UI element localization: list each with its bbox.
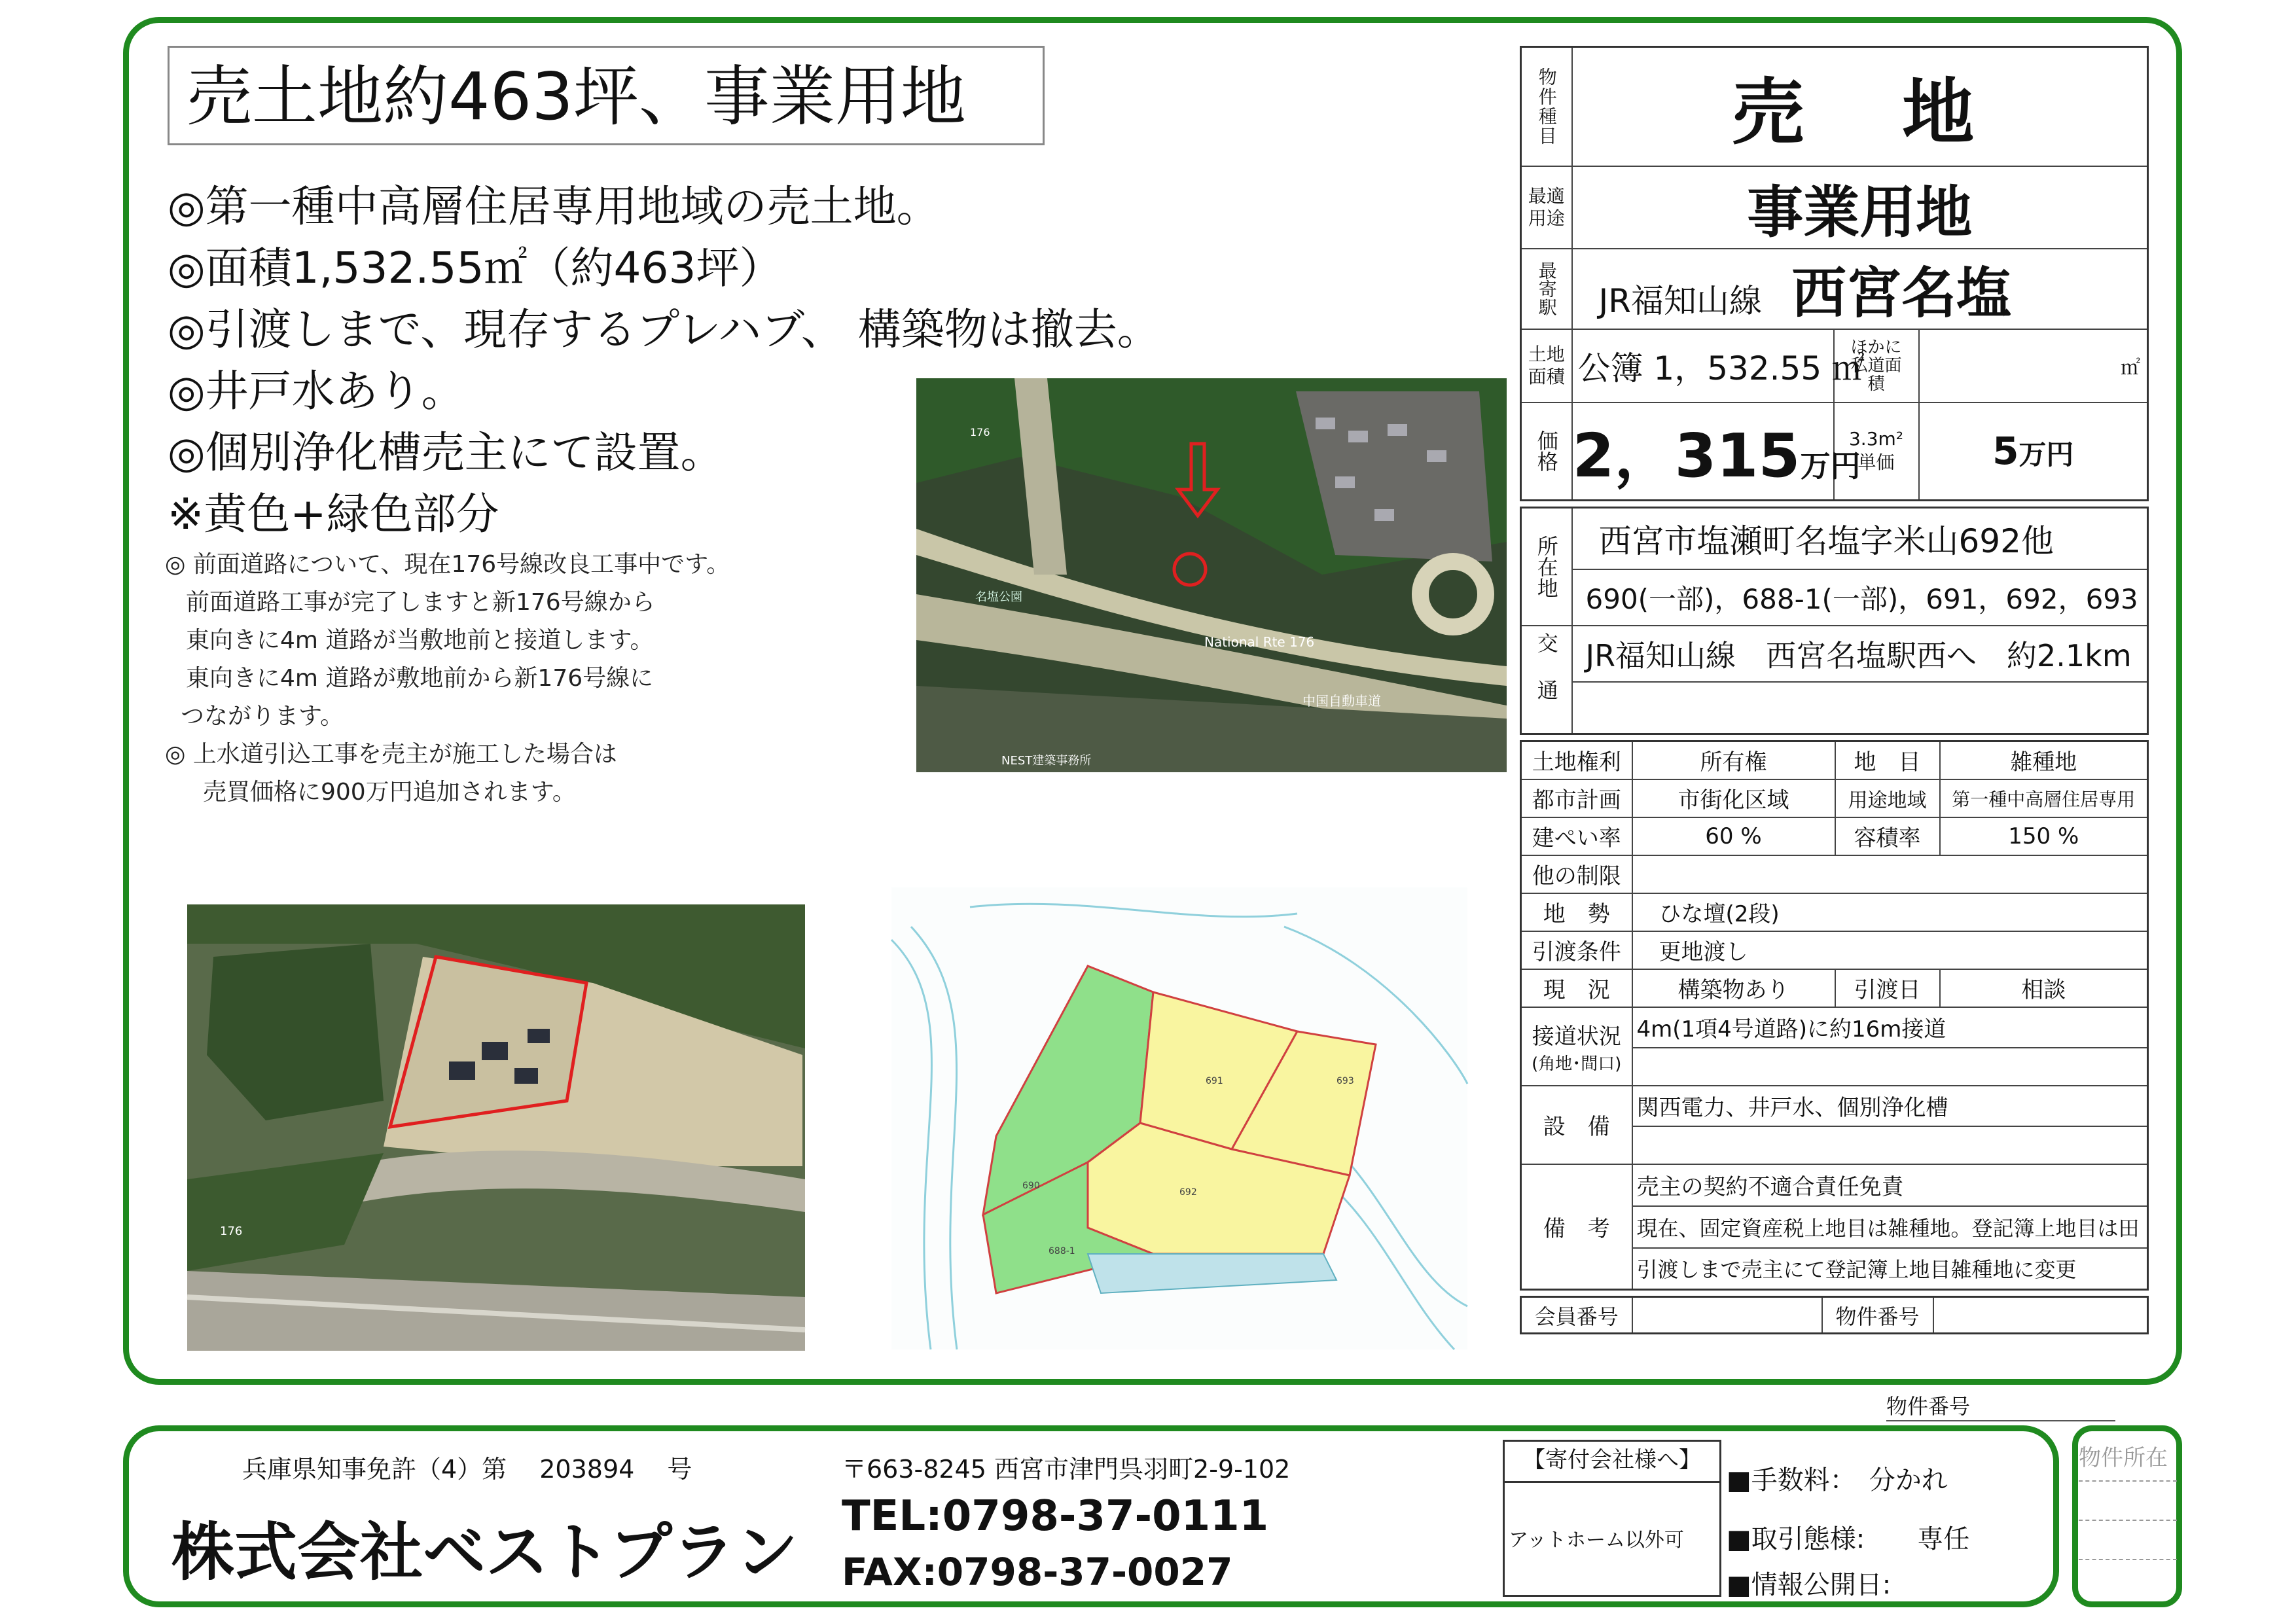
status-label: 現 況 <box>1521 969 1632 1007</box>
member-no-value <box>1632 1297 1822 1334</box>
handover-cond-value: 更地渡し <box>1632 931 2148 969</box>
postal-address: 〒663-8245 西宮市津門呉羽町2-9-102 <box>842 1455 1291 1484</box>
landcat-value: 雑種地 <box>1940 741 2148 779</box>
price-number: 2，315 <box>1572 421 1801 491</box>
bullet-zone: ◎第一種中高層住居専用地域の売土地。 <box>168 181 940 232</box>
map-label-693: 693 <box>1336 1076 1354 1086</box>
road-extra <box>1632 1048 2148 1086</box>
bullet-well: ◎井戸水あり。 <box>168 366 465 416</box>
bullet-removal: ◎引渡しまで、現存するプレハブ、 構築物は撤去。 <box>168 304 1160 355</box>
side-line-3 <box>2079 1559 2177 1560</box>
road-value: 4m(1項4号道路)に約16m接道 <box>1632 1007 2148 1048</box>
type-value: 売 地 <box>1572 47 2148 166</box>
map-label-688-1: 688-1 <box>1049 1246 1075 1257</box>
side-location-label: 物件所在 <box>2079 1445 2168 1471</box>
property-spec-table <box>1520 46 2147 1334</box>
aerial-route-label: 176 <box>970 426 990 438</box>
road-label <box>1521 1007 1632 1086</box>
station-value <box>1572 249 2148 329</box>
area-label: 土地面積 <box>1521 329 1572 402</box>
facility-label: 設 備 <box>1521 1086 1632 1164</box>
type-label: 物件種目 <box>1521 47 1572 166</box>
bullet-septic: ◎個別浄化槽売主にて設置。 <box>168 427 724 478</box>
company-name: 株式会社ベストプラン <box>171 1516 798 1589</box>
plan-value: 市街化区域 <box>1632 779 1835 817</box>
other-limit-value <box>1632 855 2148 893</box>
phone-number: TEL:0798-37-0111 <box>842 1492 1269 1541</box>
zone-value: 第一種中高層住居専用 <box>1940 779 2148 817</box>
map-label-692: 692 <box>1179 1187 1197 1198</box>
deal-type: ■取引態様: 専任 <box>1727 1524 1970 1554</box>
bullet-color-note: ※黄色+緑色部分 <box>168 489 499 539</box>
private-road-label: ほかに私道面積 <box>1834 329 1919 402</box>
station-name: 西宮名塩 <box>1791 260 2012 325</box>
area-value: 公簿 1，532.55 ㎡ <box>1572 329 1834 402</box>
unit-price-label: 3.3m² 単価 <box>1834 402 1919 501</box>
outside-property-no: 物件番号 <box>1886 1390 2115 1421</box>
aerial-road-label: National Rte 176 <box>1204 634 1315 650</box>
side-line-2 <box>2079 1520 2177 1521</box>
fax-number: FAX:0798-37-0027 <box>842 1550 1233 1594</box>
note-road-3: 東向きに4m 道路が当敷地前と接道します。 <box>186 627 654 654</box>
broker-stamp-box <box>1503 1440 1721 1597</box>
other-limit-label: 他の制限 <box>1521 855 1632 893</box>
site-route-label: 176 <box>220 1224 243 1238</box>
use-value: 事業用地 <box>1572 166 2148 249</box>
far-value: 150 % <box>1940 817 2148 855</box>
aerial-park-label: 名塩公園 <box>975 590 1022 604</box>
page-title: 売土地約463坪、事業用地 <box>168 46 1045 145</box>
private-road-unit: ㎡ <box>1919 329 2148 402</box>
price-value <box>1572 402 1861 501</box>
rights-value: 所有権 <box>1632 741 1835 779</box>
rights-label: 土地権利 <box>1521 741 1632 779</box>
note-road-5: つながります。 <box>181 703 344 730</box>
zone-label: 用途地域 <box>1835 779 1940 817</box>
stamp-note: アットホーム以外可 <box>1509 1529 1684 1552</box>
map-label-690: 690 <box>1022 1181 1040 1191</box>
property-no-value <box>1933 1297 2148 1334</box>
price-label: 価格 <box>1521 402 1572 501</box>
publish-date: ■情報公開日: <box>1727 1570 1892 1600</box>
note-road-1: ◎ 前面道路について、現在176号線改良工事中です。 <box>165 551 730 578</box>
remarks-line-2: 現在、固定資産税上地目は雑種地。登記簿上地目は田 <box>1632 1206 2148 1248</box>
survey-map <box>891 887 1467 1349</box>
note-road-2: 前面道路工事が完了しますと新176号線から <box>186 589 655 616</box>
bcr-value: 60 % <box>1632 817 1835 855</box>
address-line-2: 690(一部)，688-1(一部)，691，692，693 <box>1572 569 2148 626</box>
property-no-label: 物件番号 <box>1822 1297 1933 1334</box>
stamp-title: 【寄付会社様へ】 <box>1505 1442 1719 1483</box>
plan-label: 都市計画 <box>1521 779 1632 817</box>
aerial-expressway-label: 中国自動車道 <box>1302 693 1381 709</box>
note-water-1: ◎ 上水道引込工事を売主が施工した場合は <box>165 741 617 768</box>
handover-cond-label: 引渡条件 <box>1521 931 1632 969</box>
remarks-line-3: 引渡しまで売主にて登記簿上地目雑種地に変更 <box>1632 1248 2148 1290</box>
terrain-label: 地 勢 <box>1521 893 1632 931</box>
bcr-label: 建ぺい率 <box>1521 817 1632 855</box>
member-no-label: 会員番号 <box>1521 1297 1632 1334</box>
station-label: 最寄駅 <box>1521 249 1572 329</box>
note-road-4: 東向きに4m 道路が敷地前から新176号線に <box>186 665 654 692</box>
aerial-shop-label: NEST建築事務所 <box>1001 754 1092 768</box>
road-label-sub: (角地･間口) <box>1532 1054 1622 1074</box>
road-label-main: 接道状況 <box>1532 1023 1621 1050</box>
address-line-1: 西宮市塩瀬町名塩字米山692他 <box>1572 508 2148 569</box>
address-label: 所在地 <box>1521 508 1572 626</box>
far-label: 容積率 <box>1835 817 1940 855</box>
access-extra <box>1572 682 2148 734</box>
access-value: JR福知山線 西宮名塩駅西へ 約2.1km <box>1572 626 2148 682</box>
aerial-photo <box>916 378 1507 772</box>
access-label: 交通 <box>1521 626 1572 734</box>
facility-extra <box>1632 1126 2148 1164</box>
handover-date-label: 引渡日 <box>1835 969 1940 1007</box>
license-number: 兵庫県知事免許（4）第 203894 号 <box>242 1455 692 1484</box>
status-value: 構築物あり <box>1632 969 1835 1007</box>
unit-price-unit: 万円 <box>2018 438 2074 471</box>
landcat-label: 地 目 <box>1835 741 1940 779</box>
terrain-value: ひな壇(2段) <box>1632 893 2148 931</box>
handover-date-value: 相談 <box>1940 969 2148 1007</box>
side-line-1 <box>2079 1480 2177 1482</box>
remarks-label: 備 考 <box>1521 1164 1632 1290</box>
unit-price-number: 5 <box>1992 429 2019 474</box>
note-water-2: 売買価格に900万円追加されます。 <box>203 779 576 806</box>
facility-value: 関西電力、井戸水、個別浄化槽 <box>1632 1086 2148 1126</box>
price-unit: 万円 <box>1800 448 1861 484</box>
bullet-area: ◎面積1,532.55㎡（約463坪） <box>168 243 783 293</box>
station-line: JR福知山線 <box>1598 281 1762 320</box>
unit-price-value <box>1919 402 2148 501</box>
fee-info: ■手数料： 分かれ <box>1727 1465 1948 1495</box>
remarks-line-1: 売主の契約不適合責任免責 <box>1632 1164 2148 1206</box>
map-label-691: 691 <box>1206 1076 1223 1086</box>
use-label: 最適用途 <box>1521 166 1572 249</box>
site-photo <box>187 904 805 1351</box>
